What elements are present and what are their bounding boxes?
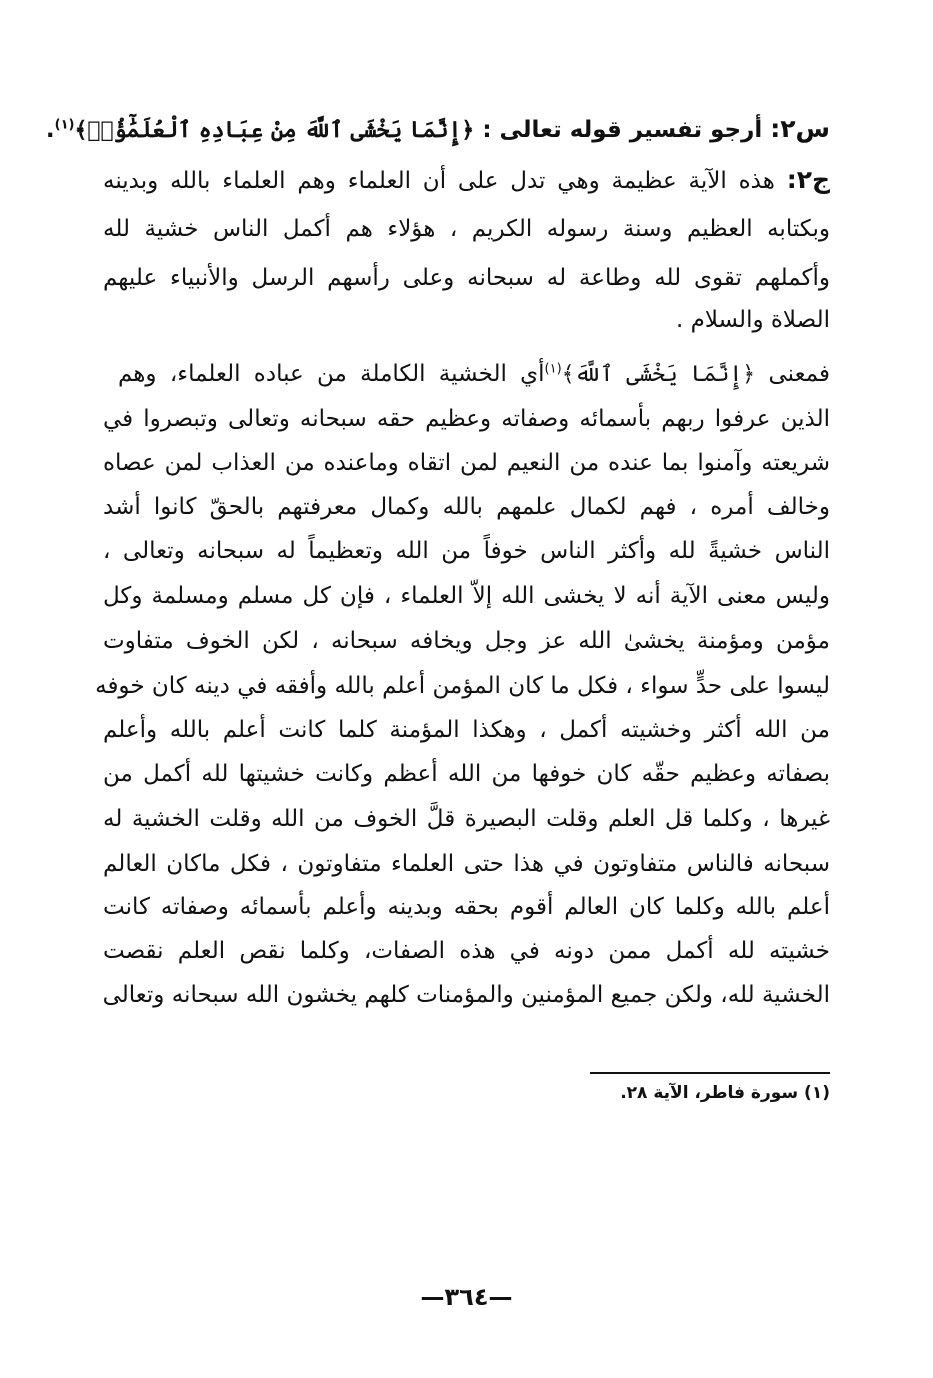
question-label: س٢: xyxy=(770,114,830,143)
paragraph2-line-14: خشيته لله أكمل ممن دونه في هذه الصفات، وكلما نقص العلم نقصت xyxy=(103,938,830,964)
paragraph2-post: أي الخشية الكاملة من عباده العلماء، وهم xyxy=(118,361,545,387)
paragraph2-line-2: الذين عرفوا ربهم بأسمائه وصفاته وعظيم حقه سبحانه وتعالى وتبصروا في xyxy=(103,406,830,432)
question-end-mark: . xyxy=(45,117,55,143)
page-number: —٣٦٤— xyxy=(420,1283,513,1311)
paragraph2-line-13: أعلم بالله وكلما كان العالم أقوم بحقه وبدينه وأعلم بأسمائه وصفاته كانت xyxy=(103,894,830,920)
answer-line-2: وبكتابه العظيم وسنة رسوله الكريم ، هؤلاء هم أكمل الناس خشية لله xyxy=(103,216,830,242)
question-verse: ﴿إِنَّمَا يَخْشَى ٱللَّهَ مِنْ عِبَادِهِ ٱلْعُلَمَٰٓؤُا۟﴾ xyxy=(74,117,475,143)
paragraph2-line-12: سبحانه فالناس متفاوتون في هذا حتى العلماء متفاوتون ، فكل ماكان العالم xyxy=(103,851,830,877)
paragraph2-line-15: الخشية لله، ولكن جميع المؤمنين والمؤمنات كلهم يخشون الله سبحانه وتعالى xyxy=(102,982,830,1008)
answer-line-3: وأكملهم تقوى لله وطاعة له سبحانه وعلى رأسهم الرسل والأنبياء عليهم xyxy=(103,265,830,291)
paragraph2-line-10: بصفاته وعظيم حقّه كان خوفها من الله أعظم وكانت خشيتها لله أكمل من xyxy=(103,761,830,787)
paragraph2-line-4: وخالف أمره ، فهم لكمال علمهم بالله وكمال معرفتهم بالحقّ كانوا أشد xyxy=(103,494,830,520)
footnote-divider xyxy=(590,1072,830,1074)
paragraph2-line-9: من الله أكثر وخشيته أكمل ، وهكذا المؤمنة كلما كانت أعلم بالله وأعلم xyxy=(103,717,830,743)
paragraph2-line-6: وليس معنى الآية أنه لا يخشى الله إلاّ العلماء ، فإن كل مسلم ومسلمة وكل xyxy=(103,583,830,609)
paragraph2-line-3: شريعته وآمنوا بما عنده من النعيم لمن اتقاه وماعنده من العذاب لمن عصاه xyxy=(103,450,830,476)
answer-text-1: هذه الآية عظيمة وهي تدل على أن العلماء وهم العلماء بالله وبدينه xyxy=(103,168,775,194)
question-line xyxy=(45,107,830,151)
paragraph2-verse: ﴿إِنَّمَا يَخْشَى ٱللَّهَ﴾ xyxy=(561,362,756,387)
answer-line-4: الصلاة والسلام . xyxy=(675,307,830,333)
paragraph2-footnote-ref: (١) xyxy=(544,361,562,377)
question-text: أرجو تفسير قوله تعالى : xyxy=(482,117,763,143)
paragraph2-line-1 xyxy=(118,352,830,396)
footnote: (١) سورة فاطر، الآية ٢٨. xyxy=(620,1083,830,1103)
paragraph2-line-8: ليسوا على حدٍّ سواء ، فكل ما كان المؤمن أعلم بالله وأفقه في دينه كان خوفه xyxy=(95,673,830,699)
answer-label: ج٢: xyxy=(786,165,830,194)
paragraph2-pre: فمعنى xyxy=(768,361,830,387)
paragraph2-line-7: مؤمن ومؤمنة يخشىٰ الله عز وجل ويخافه سبحانه ، لكن الخوف متفاوت xyxy=(103,628,830,654)
answer-line-1 xyxy=(103,158,830,202)
question-footnote-ref: (١) xyxy=(54,117,75,133)
paragraph2-line-5: الناس خشيةً لله وأكثر الناس خوفاً من الله وتعظيماً له سبحانه وتعالى ، xyxy=(103,538,830,564)
paragraph2-line-11: غيرها ، وكلما قل العلم وقلت البصيرة قلَّ الخوف من الله وقلت الخشية له xyxy=(103,806,830,832)
